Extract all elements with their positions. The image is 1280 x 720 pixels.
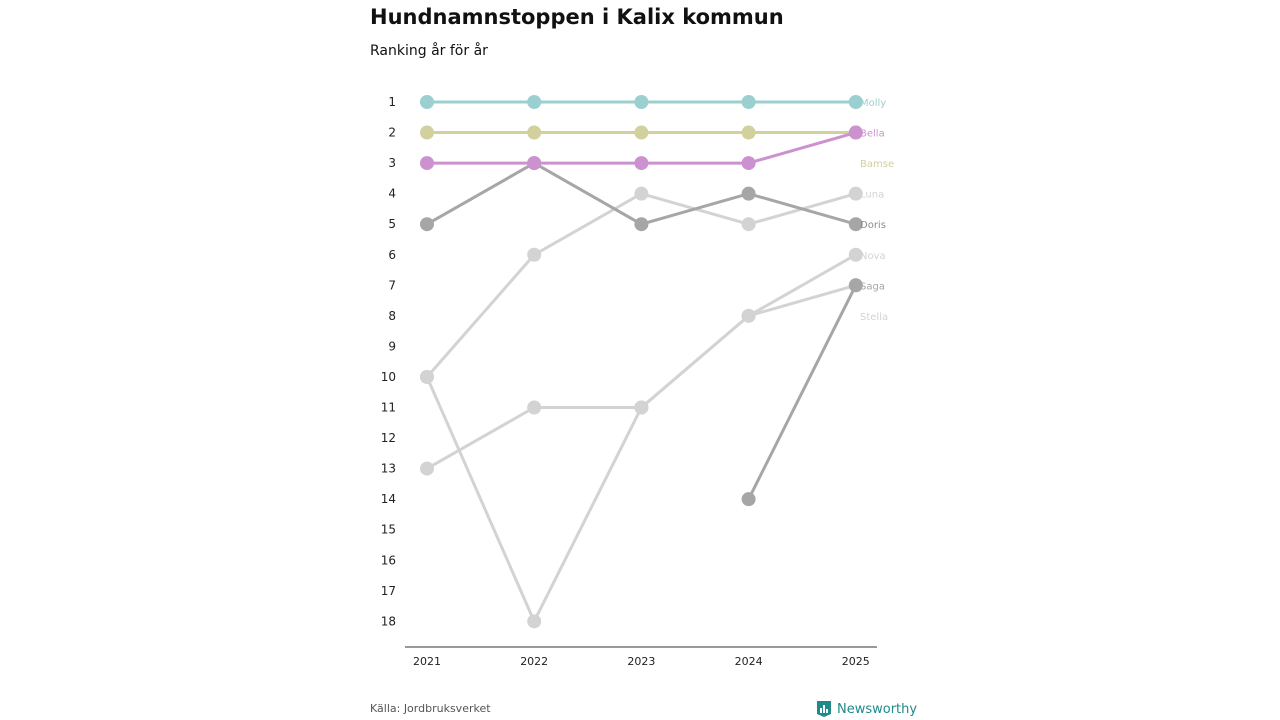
- brand-label: Newsworthy: [837, 701, 918, 717]
- data-point-molly: [527, 95, 541, 109]
- y-tick-label: 18: [380, 614, 396, 629]
- y-tick-label: 17: [380, 583, 396, 598]
- y-tick-label: 15: [380, 522, 396, 537]
- data-point-luna: [420, 370, 434, 384]
- end-label-stella: Stella: [860, 311, 889, 323]
- data-point-stella: [527, 401, 541, 415]
- data-point-bella: [420, 156, 434, 170]
- data-point-bamse: [527, 126, 541, 140]
- data-point-bella: [527, 156, 541, 170]
- y-tick-label: 6: [388, 247, 396, 262]
- y-tick-label: 2: [388, 125, 396, 140]
- end-label-bamse: Bamse: [860, 159, 895, 171]
- data-point-luna: [634, 187, 648, 201]
- data-point-bamse: [742, 126, 756, 140]
- data-point-bella: [634, 156, 648, 170]
- x-tick-label: 2022: [520, 655, 549, 668]
- data-point-saga: [742, 492, 756, 506]
- y-tick-label: 12: [380, 431, 396, 446]
- series-line-stella: [427, 285, 856, 468]
- chart-title: Hundnamnstoppen i Kalix kommun: [370, 5, 784, 29]
- y-tick-label: 14: [380, 492, 396, 507]
- data-point-doris: [742, 187, 756, 201]
- y-tick-label: 10: [380, 369, 396, 384]
- data-point-luna: [742, 217, 756, 231]
- x-tick-label: 2025: [841, 655, 870, 668]
- end-label-nova: Nova: [860, 250, 886, 262]
- y-tick-label: 3: [388, 156, 396, 171]
- data-point-doris: [634, 217, 648, 231]
- data-point-molly: [420, 95, 434, 109]
- data-point-bamse: [420, 126, 434, 140]
- data-point-nova: [634, 401, 648, 415]
- y-tick-label: 8: [388, 308, 396, 323]
- y-tick-label: 9: [388, 339, 396, 354]
- end-label-molly: Molly: [860, 98, 887, 109]
- brand-logo: [816, 700, 917, 718]
- end-label-doris: Doris: [860, 220, 886, 232]
- data-point-bella: [742, 156, 756, 170]
- data-point-nova: [742, 309, 756, 323]
- y-tick-label: 16: [380, 553, 396, 568]
- y-tick-label: 5: [388, 217, 396, 232]
- y-tick-label: 11: [380, 400, 396, 415]
- source-note: Källa: Jordbruksverket: [370, 702, 491, 715]
- end-label-luna: Luna: [860, 189, 885, 201]
- data-point-bamse: [634, 126, 648, 140]
- chart-subtitle: Ranking år för år: [370, 43, 488, 59]
- y-tick-label: 4: [388, 186, 396, 201]
- x-tick-label: 2024: [734, 655, 763, 668]
- y-tick-label: 13: [380, 461, 396, 476]
- x-tick-label: 2021: [413, 655, 441, 668]
- y-tick-label: 7: [388, 278, 396, 293]
- series-line-saga: [749, 285, 856, 499]
- series-line-nova: [427, 255, 856, 622]
- end-label-saga: Saga: [860, 281, 885, 293]
- x-tick-label: 2023: [627, 655, 656, 668]
- data-point-stella: [420, 462, 434, 476]
- end-label-bella: Bella: [860, 128, 885, 140]
- data-point-luna: [527, 248, 541, 262]
- data-point-molly: [742, 95, 756, 109]
- data-point-nova: [527, 614, 541, 628]
- bar-chart-icon: [816, 700, 832, 718]
- data-point-molly: [634, 95, 648, 109]
- y-tick-label: 1: [388, 95, 396, 109]
- data-point-doris: [420, 217, 434, 231]
